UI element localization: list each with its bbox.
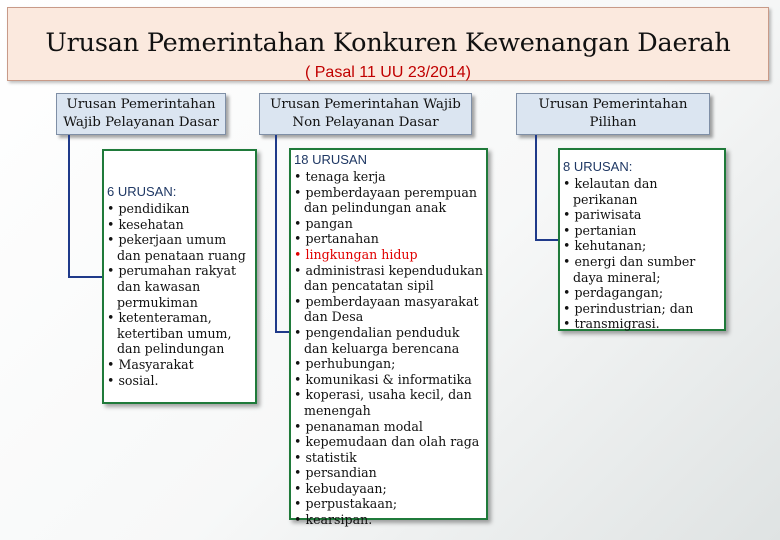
list-item: • persandian (294, 465, 484, 481)
list-item: • perumahan rakyat dan kawasan permukiman (107, 263, 253, 310)
list-item: • tenaga kerja (294, 169, 484, 185)
connector-vertical-1 (68, 135, 70, 278)
list-item: • kehutanan; (563, 238, 722, 254)
urusan-list (563, 176, 722, 332)
category-label: Urusan Pemerintahan Wajib Non Pelayanan Dasar (270, 97, 461, 130)
list-item: • lingkungan hidup (294, 247, 484, 263)
list-item: • komunikasi & informatika (294, 372, 484, 388)
content-box-wajib-pelayanan-dasar (102, 149, 257, 404)
urusan-list (294, 169, 484, 528)
content-box-wajib-non-pelayanan-dasar (289, 148, 488, 528)
connector-horizontal-2 (275, 331, 289, 333)
list-item: • administrasi kependudukan dan pencatatan sipil (294, 263, 484, 294)
page-subtitle: ( Pasal 11 UU 23/2014) (304, 64, 471, 81)
category-box-pilihan (516, 93, 710, 135)
connector-horizontal-3 (535, 239, 558, 241)
list-item: • kepemudaan dan olah raga (294, 434, 484, 450)
list-item: • energi dan sumber daya mineral; (563, 254, 722, 285)
list-item: • perdagangan; (563, 285, 722, 301)
list-item: • kearsipan. (294, 512, 484, 528)
list-item: • pertanahan (294, 231, 484, 247)
connector-horizontal-1 (68, 276, 102, 278)
list-item: • kebudayaan; (294, 481, 484, 497)
urusan-count-heading: 6 URUSAN: (107, 184, 177, 199)
list-item: • pemberdayaan masyarakat dan Desa (294, 294, 484, 325)
list-item: • ketenteraman, ketertiban umum, dan pelindungan (107, 310, 253, 357)
urusan-count-heading: 8 URUSAN: (563, 159, 633, 174)
list-item: • pemberdayaan perempuan dan pelindungan anak (294, 185, 484, 216)
page-title: Urusan Pemerintahan Konkuren Kewenangan Daerah (45, 28, 731, 58)
urusan-count-heading: 18 URUSAN (294, 152, 367, 167)
list-item: • pertanian (563, 223, 722, 239)
list-item: • perindustrian; dan (563, 301, 722, 317)
list-item: • penanaman modal (294, 419, 484, 435)
list-item: • pariwisata (563, 207, 722, 223)
connector-vertical-3 (535, 135, 537, 241)
connector-vertical-2 (275, 135, 277, 333)
list-item: • statistik (294, 450, 484, 466)
list-item: • koperasi, usaha kecil, dan menengah (294, 387, 484, 418)
list-item: • perpustakaan; (294, 496, 484, 512)
category-label: Urusan Pemerintahan Pilihan (538, 97, 688, 130)
list-item: • Masyarakat (107, 357, 253, 373)
category-box-wajib-non-pelayanan-dasar (259, 93, 472, 135)
list-item: • pekerjaan umum dan penataan ruang (107, 232, 253, 263)
list-item: • transmigrasi. (563, 316, 722, 332)
title-box (7, 7, 769, 81)
urusan-list (107, 201, 253, 388)
list-item: • kesehatan (107, 217, 253, 233)
list-item: • sosial. (107, 373, 253, 389)
list-item: • perhubungan; (294, 356, 484, 372)
list-item: • pangan (294, 216, 484, 232)
category-label: Urusan Pemerintahan Wajib Pelayanan Dasar (63, 97, 219, 130)
list-item: • pengendalian penduduk dan keluarga berencana (294, 325, 484, 356)
list-item: • kelautan dan perikanan (563, 176, 722, 207)
category-box-wajib-pelayanan-dasar (56, 93, 226, 135)
content-box-pilihan (558, 148, 726, 331)
list-item: • pendidikan (107, 201, 253, 217)
